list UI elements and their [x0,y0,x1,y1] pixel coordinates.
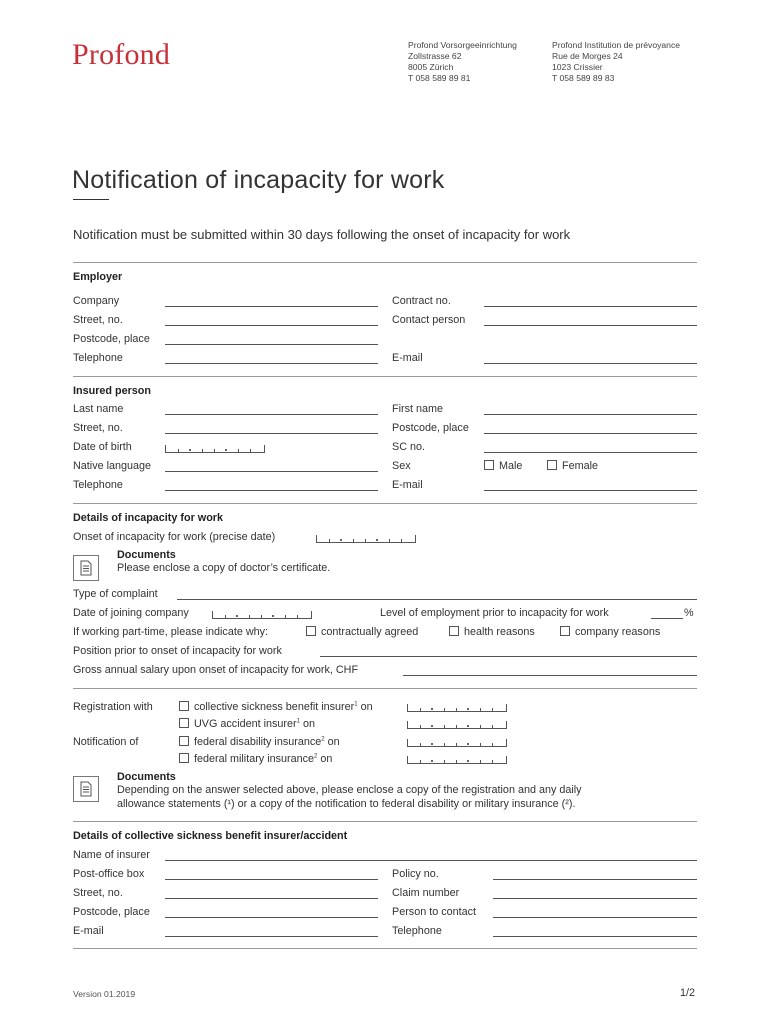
profond-logo: Profond [72,38,171,71]
company-label: Company [73,295,120,307]
po-box-field[interactable] [165,879,378,880]
last-name-field[interactable] [165,414,378,415]
employer-email-field[interactable] [484,363,697,364]
address-line: 1023 Crissier [552,62,603,72]
address-de [408,40,517,84]
page-number: 1/2 [680,987,696,999]
contract-no-label: Contract no. [392,295,451,307]
native-language-field[interactable] [165,471,378,472]
option-federal-disability-insurance[interactable] [179,736,340,748]
insurer-email-field[interactable] [165,936,378,937]
employment-level-field[interactable] [651,618,683,619]
address-line: Rue de Morges 24 [552,51,623,61]
footnote-2: 2 [314,753,318,760]
sc-no-label: SC no. [392,441,426,453]
option-collective-sickness-insurer[interactable] [179,701,373,713]
uvg-insurer-date-field[interactable] [407,721,507,729]
address-line: T 058 589 89 83 [552,73,615,83]
insurer-postcode-field[interactable] [165,917,378,918]
checkbox[interactable] [179,753,189,763]
disability-insurance-date-field[interactable] [407,739,507,747]
documents-note: Please enclose a copy of doctor’s certificate. [117,562,331,574]
documents-note-line: allowance statements (¹) or a copy of the notification to federal disability or military insurance (²). [117,797,576,810]
person-to-contact-label: Person to contact [392,906,477,918]
insured-email-label: E-mail [392,479,423,491]
page-subtitle: Notification must be submitted within 30 days following the onset of incapacity for work [73,227,571,242]
address-line: Profond Vorsorgeeinrichtung [408,40,517,50]
option-label: collective sickness benefit insurer [194,701,355,713]
employment-level-label: Level of employment prior to incapacity for work [380,607,609,619]
insurer-street-field[interactable] [165,898,378,899]
footnote-2: 2 [321,736,325,743]
contract-no-field[interactable] [484,306,697,307]
sex-female-option[interactable] [547,460,598,472]
checkbox[interactable] [179,701,189,711]
date-of-birth-label: Date of birth [73,441,132,453]
insured-telephone-field[interactable] [165,490,378,491]
option-company-reasons[interactable] [560,626,660,638]
contact-person-label: Contact person [392,314,466,326]
insured-street-label: Street, no. [73,422,123,434]
joining-label: Date of joining company [73,607,189,619]
checkbox[interactable] [306,626,316,636]
onset-label: Onset of incapacity for work (precise date) [73,531,276,543]
checkbox[interactable] [179,736,189,746]
registration-with-label: Registration with [73,701,153,713]
insurer-email-label: E-mail [73,925,104,937]
claim-number-label: Claim number [392,887,460,899]
on-label: on [320,753,333,765]
military-insurance-date-field[interactable] [407,756,507,764]
contact-person-field[interactable] [484,325,697,326]
option-health-reasons[interactable] [449,626,535,638]
divider [73,503,697,504]
option-federal-military-insurance[interactable] [179,753,332,765]
native-language-label: Native language [73,460,152,472]
insured-postcode-label: Postcode, place [392,422,469,434]
document-icon [73,555,99,581]
divider [73,688,697,689]
last-name-label: Last name [73,403,124,415]
insurer-name-label: Name of insurer [73,849,150,861]
employer-postcode-field[interactable] [165,344,378,345]
policy-no-field[interactable] [493,879,697,880]
address-line: 8005 Zürich [408,62,454,72]
version-label: Version 01.2019 [73,989,136,999]
company-field[interactable] [165,306,378,307]
option-label: federal disability insurance [194,736,322,748]
male-label: Male [499,460,523,472]
section-employer-heading: Employer [73,271,123,283]
salary-label: Gross annual salary upon onset of incapacity for work, CHF [73,664,359,676]
section-insurer-heading: Details of collective sickness benefit insurer/accident [73,830,348,842]
title-underline [73,199,109,200]
complaint-label: Type of complaint [73,588,158,600]
footnote-1: 1 [296,718,300,725]
section-incapacity-heading: Details of incapacity for work [73,512,223,524]
insurer-telephone-field[interactable] [493,936,697,937]
address-line: Profond Institution de prévoyance [552,40,681,50]
person-to-contact-field[interactable] [493,917,697,918]
date-of-birth-field[interactable] [165,445,265,453]
option-contractually-agreed[interactable] [306,626,418,638]
insurer-telephone-label: Telephone [392,925,442,937]
salary-field[interactable] [403,675,697,676]
claim-number-field[interactable] [493,898,697,899]
address-line: T 058 589 89 81 [408,73,471,83]
option-label: UVG accident insurer [194,718,297,730]
insurer-name-field[interactable] [165,860,697,861]
insured-postcode-field[interactable] [484,433,697,434]
divider [73,376,697,377]
employer-street-field[interactable] [165,325,378,326]
employer-email-label: E-mail [392,352,423,364]
option-label: contractually agreed [321,626,419,638]
on-label: on [360,701,373,713]
part-time-label: If working part-time, please indicate why: [73,626,269,638]
on-label: on [302,718,315,730]
sc-no-field[interactable] [484,452,697,453]
female-label: Female [562,460,599,472]
option-label: health reasons [464,626,535,638]
documents-note [117,784,582,811]
collective-insurer-date-field[interactable] [407,704,507,712]
policy-no-label: Policy no. [392,868,439,880]
documents-note-line: Depending on the answer selected above, please enclose a copy of the registration and any daily [117,784,582,796]
section-insured-heading: Insured person [73,385,151,397]
percent-sign: % [684,607,694,619]
option-label: company reasons [575,626,661,638]
on-label: on [327,736,340,748]
notification-of-label: Notification of [73,736,139,748]
checkbox[interactable] [449,626,459,636]
page-title: Notification of incapacity for work [72,166,445,194]
sex-male-option[interactable] [484,460,522,472]
documents-heading: Documents [117,771,176,783]
po-box-label: Post-office box [73,868,145,880]
address-fr [552,40,680,84]
checkbox[interactable] [484,460,494,470]
insured-email-field[interactable] [484,490,697,491]
joining-date-field[interactable] [212,611,312,619]
employer-postcode-label: Postcode, place [73,333,150,345]
divider [73,262,697,263]
employer-street-label: Street, no. [73,314,123,326]
insurer-postcode-label: Postcode, place [73,906,150,918]
footnote-1: 1 [354,701,358,708]
position-label: Position prior to onset of incapacity for work [73,645,282,657]
divider [73,821,697,822]
address-line: Zollstrasse 62 [408,51,462,61]
checkbox[interactable] [560,626,570,636]
complaint-field[interactable] [177,599,697,600]
insured-telephone-label: Telephone [73,479,123,491]
position-field[interactable] [320,656,697,657]
onset-date-field[interactable] [316,535,416,543]
employer-telephone-label: Telephone [73,352,123,364]
option-uvg-accident-insurer[interactable] [179,718,315,730]
sex-label: Sex [392,460,411,472]
insured-street-field[interactable] [165,433,378,434]
divider [73,948,697,949]
documents-heading: Documents [117,549,176,561]
first-name-label: First name [392,403,443,415]
checkbox[interactable] [547,460,557,470]
insurer-street-label: Street, no. [73,887,123,899]
checkbox[interactable] [179,718,189,728]
document-icon [73,776,99,802]
first-name-field[interactable] [484,414,697,415]
option-label: federal military insurance [194,753,315,765]
employer-telephone-field[interactable] [165,363,378,364]
